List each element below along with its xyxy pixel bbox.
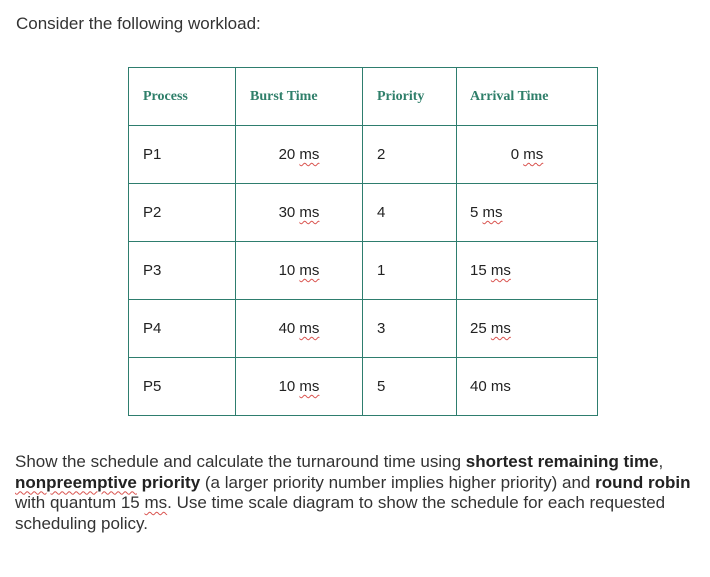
cell-priority: 3 <box>363 300 457 358</box>
arrival-unit: ms <box>482 204 503 221</box>
cell-process: P5 <box>129 358 236 416</box>
header-priority: Priority <box>363 68 457 126</box>
cell-process: P1 <box>129 126 236 184</box>
burst-number: 30 <box>278 204 296 221</box>
cell-process: P2 <box>129 184 236 242</box>
arrival-unit: ms <box>490 320 511 337</box>
cell-burst-time <box>236 242 363 300</box>
question-bold-nonpreemptive: nonpreemptive <box>15 472 137 492</box>
cell-priority: 4 <box>363 184 457 242</box>
table-row <box>129 300 598 358</box>
cell-arrival-time <box>457 126 598 184</box>
question-unit: ms <box>144 493 168 512</box>
table-row <box>129 242 598 300</box>
burst-number: 40 <box>278 320 296 337</box>
question-part1: Show the schedule and calculate the turnaround time using <box>15 452 466 471</box>
cell-process: P4 <box>129 300 236 358</box>
question-part4: with quantum 15 <box>15 493 145 512</box>
table-header-row <box>129 68 598 126</box>
cell-burst-time <box>236 300 363 358</box>
cell-burst-time <box>236 358 363 416</box>
question-bold-priority: priority <box>136 472 201 492</box>
question-part3: (a larger priority number implies higher priority) and <box>200 472 596 492</box>
cell-arrival-time <box>457 358 598 416</box>
arrival-unit: ms <box>490 262 511 279</box>
cell-arrival-time <box>457 184 598 242</box>
arrival-number: 15 <box>470 262 487 279</box>
cell-burst-time <box>236 184 363 242</box>
burst-number: 10 <box>278 262 296 279</box>
cell-burst-time <box>236 126 363 184</box>
burst-unit: ms <box>299 146 320 163</box>
table-row <box>129 184 598 242</box>
intro-text: Consider the following workload: <box>16 14 261 33</box>
cell-priority: 2 <box>363 126 457 184</box>
cell-arrival-time <box>457 300 598 358</box>
arrival-number: 0 <box>510 146 520 163</box>
workload-table <box>128 67 598 416</box>
header-burst-time: Burst Time <box>236 68 363 126</box>
arrival-number: 25 <box>470 320 487 337</box>
question-bold-rr: round robin <box>595 472 691 492</box>
cell-arrival-time <box>457 242 598 300</box>
arrival-unit: ms <box>523 146 544 163</box>
table-body <box>129 126 598 416</box>
burst-unit: ms <box>299 320 320 337</box>
arrival-number: 40 <box>470 378 487 395</box>
question-part5: . Use time scale diagram to show the schedule for each requested scheduling policy. <box>15 493 666 533</box>
burst-unit: ms <box>299 262 320 279</box>
question-part2: , <box>658 452 664 471</box>
burst-unit: ms <box>299 204 320 221</box>
table-row <box>129 126 598 184</box>
burst-number: 10 <box>278 378 296 395</box>
question-text <box>15 452 705 534</box>
arrival-number: 5 <box>470 204 479 221</box>
header-process: Process <box>129 68 236 126</box>
cell-priority: 5 <box>363 358 457 416</box>
header-arrival-time: Arrival Time <box>457 68 598 126</box>
arrival-unit: ms <box>490 378 511 395</box>
question-bold-srt: shortest remaining time <box>465 452 659 471</box>
cell-process: P3 <box>129 242 236 300</box>
burst-number: 20 <box>278 146 296 163</box>
table-row <box>129 358 598 416</box>
burst-unit: ms <box>299 378 320 395</box>
cell-priority: 1 <box>363 242 457 300</box>
